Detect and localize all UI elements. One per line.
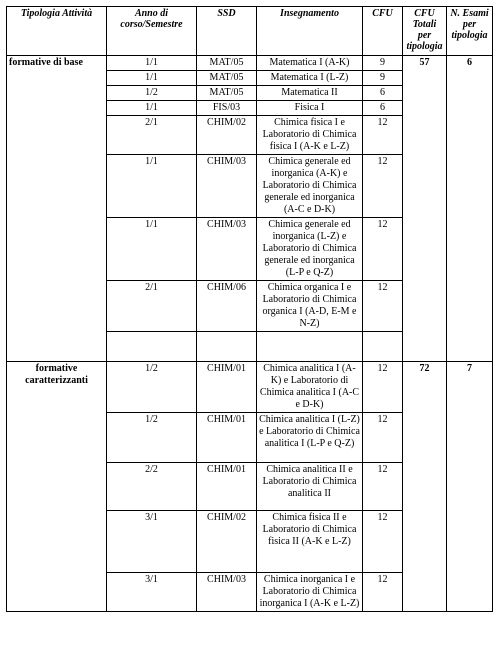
empty-cell bbox=[257, 332, 363, 362]
cfu-cell: 12 bbox=[363, 155, 403, 218]
ssd-cell: CHIM/01 bbox=[197, 362, 257, 413]
n-esami-cell: 7 bbox=[447, 362, 493, 612]
anno-cell: 3/1 bbox=[107, 511, 197, 573]
cfu-cell: 6 bbox=[363, 86, 403, 101]
insegnamento-cell: Fisica I bbox=[257, 101, 363, 116]
table-row bbox=[7, 362, 493, 413]
n-esami-cell: 6 bbox=[447, 56, 493, 362]
header-cfu-totali: CFU Totali per tipologia bbox=[403, 7, 447, 56]
tipologia-cell: formative di base bbox=[7, 56, 107, 362]
ssd-cell: MAT/05 bbox=[197, 56, 257, 71]
ssd-cell: CHIM/03 bbox=[197, 218, 257, 281]
insegnamento-cell: Chimica analitica II e Laboratorio di Chimica analitica II bbox=[257, 463, 363, 511]
ssd-cell: CHIM/03 bbox=[197, 573, 257, 612]
cfu-totali-cell: 57 bbox=[403, 56, 447, 362]
header-cfu: CFU bbox=[363, 7, 403, 56]
ssd-cell: CHIM/01 bbox=[197, 413, 257, 463]
insegnamento-cell: Chimica organica I e Laboratorio di Chimica organica I (A-D, E-M e N-Z) bbox=[257, 281, 363, 332]
insegnamento-cell: Matematica I (L-Z) bbox=[257, 71, 363, 86]
insegnamento-cell: Matematica II bbox=[257, 86, 363, 101]
insegnamento-cell: Chimica fisica II e Laboratorio di Chimica fisica II (A-K e L-Z) bbox=[257, 511, 363, 573]
anno-cell: 1/1 bbox=[107, 101, 197, 116]
insegnamento-cell: Chimica generale ed inorganica (L-Z) e Laboratorio di Chimica generale ed inorganica (L-P e Q-Z) bbox=[257, 218, 363, 281]
cfu-cell: 12 bbox=[363, 573, 403, 612]
empty-cell bbox=[197, 332, 257, 362]
anno-cell: 1/1 bbox=[107, 56, 197, 71]
insegnamento-cell: Chimica analitica I (L-Z) e Laboratorio di Chimica analitica I (L-P e Q-Z) bbox=[257, 413, 363, 463]
cfu-cell: 12 bbox=[363, 218, 403, 281]
cfu-cell: 12 bbox=[363, 362, 403, 413]
ssd-cell: MAT/05 bbox=[197, 71, 257, 86]
cfu-cell: 12 bbox=[363, 116, 403, 155]
empty-cell bbox=[107, 332, 197, 362]
anno-cell: 1/2 bbox=[107, 413, 197, 463]
ssd-cell: FIS/03 bbox=[197, 101, 257, 116]
anno-cell: 1/1 bbox=[107, 218, 197, 281]
insegnamento-cell: Chimica inorganica I e Laboratorio di Chimica inorganica I (A-K e L-Z) bbox=[257, 573, 363, 612]
ssd-cell: CHIM/06 bbox=[197, 281, 257, 332]
header-anno: Anno di corso/Semestre bbox=[107, 7, 197, 56]
insegnamento-cell: Chimica analitica I (A-K) e Laboratorio di Chimica analitica I (A-C e D-K) bbox=[257, 362, 363, 413]
insegnamento-cell: Chimica generale ed inorganica (A-K) e Laboratorio di Chimica generale ed inorganica (A-C e D-K) bbox=[257, 155, 363, 218]
anno-cell: 1/1 bbox=[107, 155, 197, 218]
ssd-cell: CHIM/02 bbox=[197, 511, 257, 573]
cfu-cell: 12 bbox=[363, 463, 403, 511]
course-table bbox=[6, 6, 493, 612]
ssd-cell: CHIM/03 bbox=[197, 155, 257, 218]
cfu-cell: 9 bbox=[363, 56, 403, 71]
header-row bbox=[7, 7, 493, 56]
empty-cell bbox=[363, 332, 403, 362]
table-row bbox=[7, 56, 493, 71]
insegnamento-cell: Matematica I (A-K) bbox=[257, 56, 363, 71]
anno-cell: 2/2 bbox=[107, 463, 197, 511]
anno-cell: 1/2 bbox=[107, 362, 197, 413]
anno-cell: 1/2 bbox=[107, 86, 197, 101]
cfu-totali-cell: 72 bbox=[403, 362, 447, 612]
tipologia-cell: formative caratterizzanti bbox=[7, 362, 107, 612]
cfu-cell: 6 bbox=[363, 101, 403, 116]
insegnamento-cell: Chimica fisica I e Laboratorio di Chimica fisica I (A-K e L-Z) bbox=[257, 116, 363, 155]
header-insegnamento: Insegnamento bbox=[257, 7, 363, 56]
anno-cell: 3/1 bbox=[107, 573, 197, 612]
ssd-cell: CHIM/02 bbox=[197, 116, 257, 155]
ssd-cell: CHIM/01 bbox=[197, 463, 257, 511]
cfu-cell: 12 bbox=[363, 413, 403, 463]
anno-cell: 2/1 bbox=[107, 281, 197, 332]
header-tipologia: Tipologia Attività bbox=[7, 7, 107, 56]
anno-cell: 1/1 bbox=[107, 71, 197, 86]
header-n-esami: N. Esami per tipologia bbox=[447, 7, 493, 56]
cfu-cell: 12 bbox=[363, 281, 403, 332]
header-ssd: SSD bbox=[197, 7, 257, 56]
cfu-cell: 9 bbox=[363, 71, 403, 86]
ssd-cell: MAT/05 bbox=[197, 86, 257, 101]
anno-cell: 2/1 bbox=[107, 116, 197, 155]
cfu-cell: 12 bbox=[363, 511, 403, 573]
